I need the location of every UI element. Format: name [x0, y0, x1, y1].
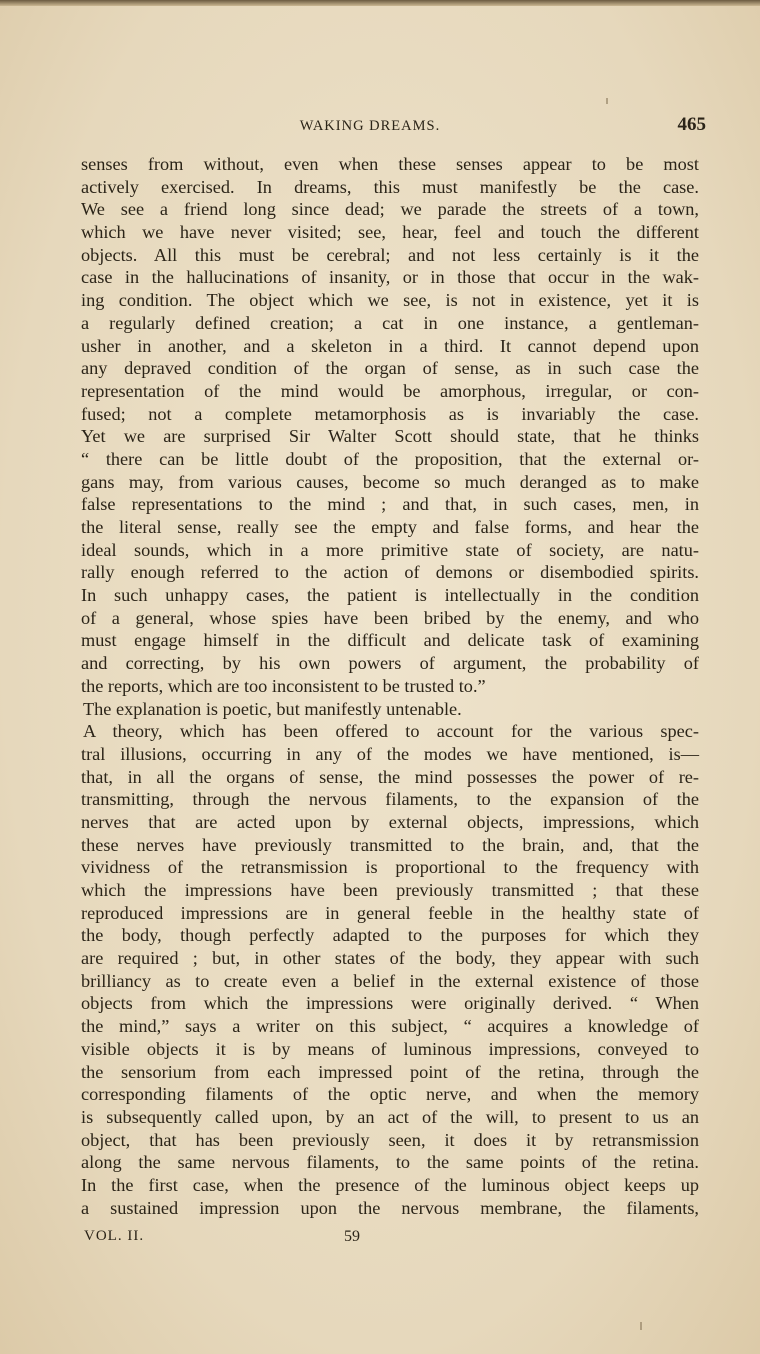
text-line: false representations to the mind ; and that, in such cases, men, in	[81, 494, 699, 515]
text-line: are required ; but, in other states of the body, they appear with such	[81, 948, 699, 969]
text-line: any depraved condition of the organ of sense, as in such case the	[81, 358, 699, 379]
page-top-edge	[0, 0, 760, 6]
text-line: a regularly defined creation; a cat in one instance, a gentleman-	[81, 312, 699, 333]
text-line: the sensorium from each impressed point of the retina, through the	[81, 1061, 699, 1082]
text-line: The explanation is poetic, but manifestly untenable.	[83, 698, 462, 719]
text-line: which we have never visited; see, hear, feel and touch the different	[81, 222, 699, 243]
text-line: object, that has been previously seen, it does it by retransmission	[81, 1129, 699, 1150]
text-line: actively exercised. In dreams, this must manifestly be the case.	[81, 176, 699, 197]
text-line: the reports, which are too inconsistent to be trusted to.”	[81, 675, 486, 696]
text-line: fused; not a complete metamorphosis as is invariably the case.	[81, 403, 699, 424]
page-number: 465	[677, 114, 706, 135]
text-line: gans may, from various causes, become so much deranged as to make	[81, 471, 699, 492]
text-line: the literal sense, really see the empty and false forms, and hear the	[81, 517, 699, 537]
text-line: tral illusions, occurring in any of the modes we have mentioned, is—	[81, 743, 699, 764]
paper-speck	[640, 1322, 642, 1330]
text-line: Yet we are surprised Sir Walter Scott should state, that he thinks	[81, 426, 699, 447]
text-line: reproduced impressions are in general feeble in the healthy state of	[81, 902, 699, 923]
body-text	[81, 153, 699, 1219]
text-line: ideal sounds, which in a more primitive state of society, are natu-	[81, 539, 699, 560]
text-line: nerves that are acted upon by external objects, impressions, which	[81, 811, 699, 832]
page-footer	[84, 1228, 704, 1250]
text-line: these nerves have previously transmitted to the brain, and, that the	[81, 834, 699, 855]
text-line: case in the hallucinations of insanity, or in those that occur in the wak-	[81, 267, 699, 288]
text-line: A theory, which has been offered to account for the various spec-	[83, 721, 699, 742]
text-line: visible objects it is by means of luminous impressions, conveyed to	[81, 1038, 699, 1059]
signature-number: 59	[344, 1228, 360, 1245]
text-line: that, in all the organs of sense, the mind possesses the power of re-	[81, 766, 699, 787]
text-line: of a general, whose spies have been bribed by the enemy, and who	[81, 607, 699, 628]
text-line: usher in another, and a skeleton in a third. It cannot depend upon	[81, 335, 699, 356]
text-line: the body, though perfectly adapted to the purposes for which they	[81, 925, 699, 946]
text-line: senses from without, even when these senses appear to be most	[81, 154, 699, 174]
text-line: and correcting, by his own powers of argument, the probability of	[81, 653, 699, 674]
text-line: is subsequently called upon, by an act of the will, to present to us an	[81, 1106, 699, 1127]
text-line: We see a friend long since dead; we parade the streets of a town,	[81, 199, 699, 220]
text-line: In such unhappy cases, the patient is intellectually in the condition	[81, 585, 699, 606]
text-line: “ there can be little doubt of the proposition, that the external or-	[81, 448, 699, 469]
text-line: which the impressions have been previously transmitted ; that these	[81, 880, 699, 900]
text-line: objects from which the impressions were originally derived. “ When	[81, 993, 699, 1014]
text-line: In the first case, when the presence of the luminous object keeps up	[81, 1174, 699, 1195]
text-line: the mind,” says a writer on this subject, “ acquires a knowledge of	[81, 1016, 699, 1037]
text-line: must engage himself in the difficult and delicate task of examining	[81, 630, 699, 651]
volume-mark: VOL. II.	[84, 1228, 145, 1244]
text-line: ing condition. The object which we see, is not in existence, yet it is	[81, 290, 699, 311]
text-line: transmitting, through the nervous filaments, to the expansion of the	[81, 789, 699, 810]
text-line: brilliancy as to create even a belief in the external existence of those	[81, 970, 699, 991]
text-line: corresponding filaments of the optic nerve, and when the memory	[81, 1084, 699, 1105]
running-title: WAKING DREAMS.	[299, 118, 441, 134]
paper-speck	[606, 98, 608, 104]
text-line: a sustained impression upon the nervous membrane, the filaments,	[81, 1197, 699, 1218]
text-line: rally enough referred to the action of demons or disembodied spirits.	[81, 562, 699, 583]
text-line: along the same nervous filaments, to the same points of the retina.	[81, 1152, 699, 1173]
running-header	[80, 114, 720, 140]
text-line: vividness of the retransmission is proportional to the frequency with	[81, 857, 699, 878]
text-line: representation of the mind would be amorphous, irregular, or con-	[81, 380, 699, 401]
text-line: objects. All this must be cerebral; and not less certainly is it the	[81, 244, 699, 265]
